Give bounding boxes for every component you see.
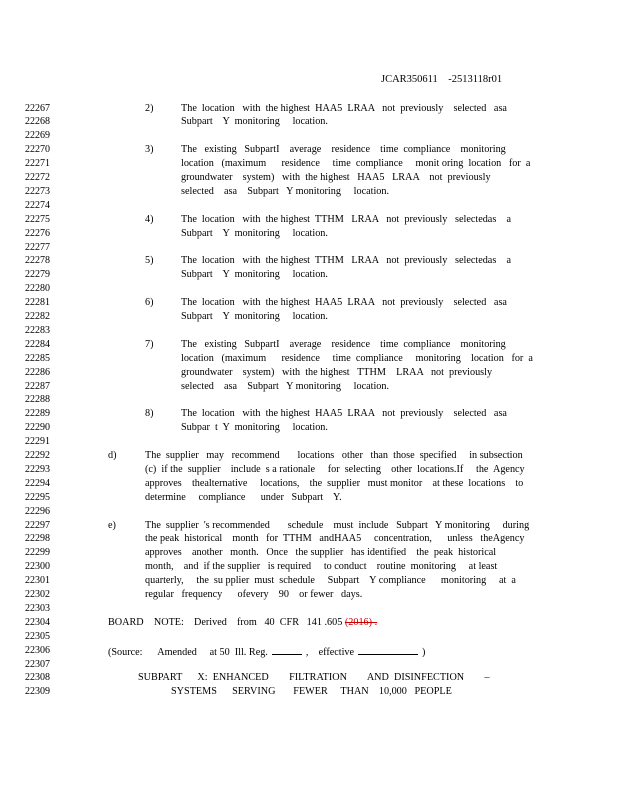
item-label: 5)	[145, 255, 154, 267]
line-number: 22267	[25, 102, 50, 114]
subpart-title: SUBPART X: ENHANCED FILTRATION AND DISINFECTION –	[138, 672, 490, 684]
line-number: 22294	[25, 477, 50, 489]
line-number: 22308	[25, 672, 50, 684]
item-label: 7)	[145, 338, 154, 350]
subsection-text-line: approves thealternative locations, the supplier must monitor at these locations to	[145, 477, 524, 489]
line-number: 22273	[25, 185, 50, 197]
line-number: 22270	[25, 144, 50, 156]
line-number: 22298	[25, 533, 50, 545]
line-number: 22296	[25, 505, 50, 517]
item-text-line: groundwater system) with the highest HAA5 LRAA not previously	[181, 172, 491, 183]
line-number: 22290	[25, 422, 50, 434]
line-number: 22287	[25, 380, 50, 392]
line-number: 22309	[25, 686, 50, 698]
item-text-line: Subpart Y monitoring location.	[181, 227, 328, 239]
line-number: 22283	[25, 324, 50, 336]
line-number: 22272	[25, 172, 50, 183]
item-text-line: The existing SubpartI average residence time compliance monitoring	[181, 144, 506, 156]
source-note	[108, 645, 425, 659]
line-number: 22297	[25, 519, 50, 531]
line-number: 22302	[25, 589, 50, 600]
item-label: 4)	[145, 213, 154, 225]
item-text-line: selected asa Subpart Y monitoring location.	[181, 185, 390, 197]
line-number: 22303	[25, 602, 50, 614]
source-effective-text: , effective	[305, 646, 355, 658]
subsection-text-line: The supplier may recommend locations other than those specified in subsection	[145, 450, 523, 461]
line-number: 22269	[25, 130, 50, 142]
board-note-text: BOARD NOTE: Derived from 40 CFR 141 .605	[108, 616, 345, 628]
subsection-text-line: (c) if the supplier include s a rationale for selecting other locations.If the Agency	[145, 463, 525, 475]
deleted-period: .	[372, 616, 378, 628]
line-number: 22278	[25, 255, 50, 267]
line-number: 22293	[25, 463, 50, 475]
line-number: 22304	[25, 616, 50, 628]
subsection-text-line: regular frequency ofevery 90 or fewer days.	[145, 589, 363, 600]
item-text-line: Subpart Y monitoring location.	[181, 311, 328, 322]
source-blank-page	[272, 645, 302, 655]
line-number: 22286	[25, 366, 50, 378]
item-text-line: The location with the highest HAA5 LRAA not previously selected asa	[181, 102, 507, 114]
line-number: 22301	[25, 575, 50, 587]
line-number: 22281	[25, 297, 50, 309]
subsection-text-line: month, and if the supplier is required to conduct routine monitoring at least	[145, 561, 498, 573]
line-number: 22288	[25, 394, 50, 406]
source-blank-date	[358, 645, 418, 655]
line-number: 22300	[25, 561, 50, 573]
item-text-line: selected asa Subpart Y monitoring location.	[181, 380, 390, 392]
source-close-text: )	[422, 646, 426, 658]
subsection-text-line: the peak historical month for TTHM andHAA5 concentration, unless theAgency	[145, 533, 525, 545]
line-number: 22295	[25, 491, 50, 503]
subsection-label: e)	[108, 519, 116, 531]
line-number: 22289	[25, 408, 50, 420]
subsection-label: d)	[108, 450, 117, 461]
item-text-line: Subpart Y monitoring location.	[181, 116, 328, 128]
line-number: 22277	[25, 241, 50, 253]
item-label: 6)	[145, 297, 154, 309]
line-number: 22271	[25, 158, 50, 170]
source-open-text: (Source: Amended at 50 Ill. Reg.	[108, 646, 268, 658]
subsection-text-line: approves another month. Once the supplier has identified the peak historical	[145, 547, 497, 559]
item-text-line: The location with the highest TTHM LRAA not previously selectedas a	[181, 213, 511, 225]
item-text-line: The location with the highest HAA5 LRAA not previously selected asa	[181, 297, 507, 309]
subsection-text-line: determine compliance under Subpart Y.	[145, 491, 342, 503]
line-number: 22279	[25, 269, 50, 281]
item-text-line: location (maximum residence time compliance monit oring location for a	[181, 158, 531, 170]
item-label: 8)	[145, 408, 154, 420]
line-number: 22291	[25, 436, 50, 448]
item-text-line: groundwater system) with the highest TTHM LRAA not previously	[181, 366, 493, 378]
line-number: 22307	[25, 658, 50, 670]
item-text-line: The location with the highest TTHM LRAA not previously selectedas a	[181, 255, 511, 267]
line-number: 22280	[25, 283, 50, 295]
line-number: 22284	[25, 338, 50, 350]
line-number: 22292	[25, 450, 50, 461]
board-note	[108, 617, 377, 629]
line-number: 22282	[25, 311, 50, 322]
item-text-line: location (maximum residence time compliance monitoring location for a	[181, 352, 533, 364]
subsection-text-line: The supplier 's recommended schedule must include Subpart Y monitoring during	[145, 519, 530, 531]
line-number: 22276	[25, 227, 50, 239]
subsection-text-line: quarterly, the su pplier must schedule Subpart Y compliance monitoring at a	[145, 575, 516, 587]
item-text-line: The location with the highest HAA5 LRAA not previously selected asa	[181, 408, 507, 420]
deleted-text: (2016)	[344, 616, 373, 628]
item-text-line: Subpar t Y monitoring location.	[181, 422, 328, 434]
item-label: 2)	[145, 102, 154, 114]
document-header: JCAR350611 -2513118r01	[381, 74, 503, 85]
subpart-title: SYSTEMS SERVING FEWER THAN 10,000 PEOPLE	[171, 686, 452, 698]
item-text-line: The existing SubpartI average residence time compliance monitoring	[181, 338, 506, 350]
line-number: 22305	[25, 630, 50, 642]
line-number: 22268	[25, 116, 50, 128]
item-text-line: Subpart Y monitoring location.	[181, 269, 328, 281]
item-label: 3)	[145, 144, 154, 156]
line-number: 22275	[25, 213, 50, 225]
line-number: 22274	[25, 199, 50, 211]
line-number: 22285	[25, 352, 50, 364]
line-number: 22306	[25, 644, 50, 656]
line-number: 22299	[25, 547, 50, 559]
